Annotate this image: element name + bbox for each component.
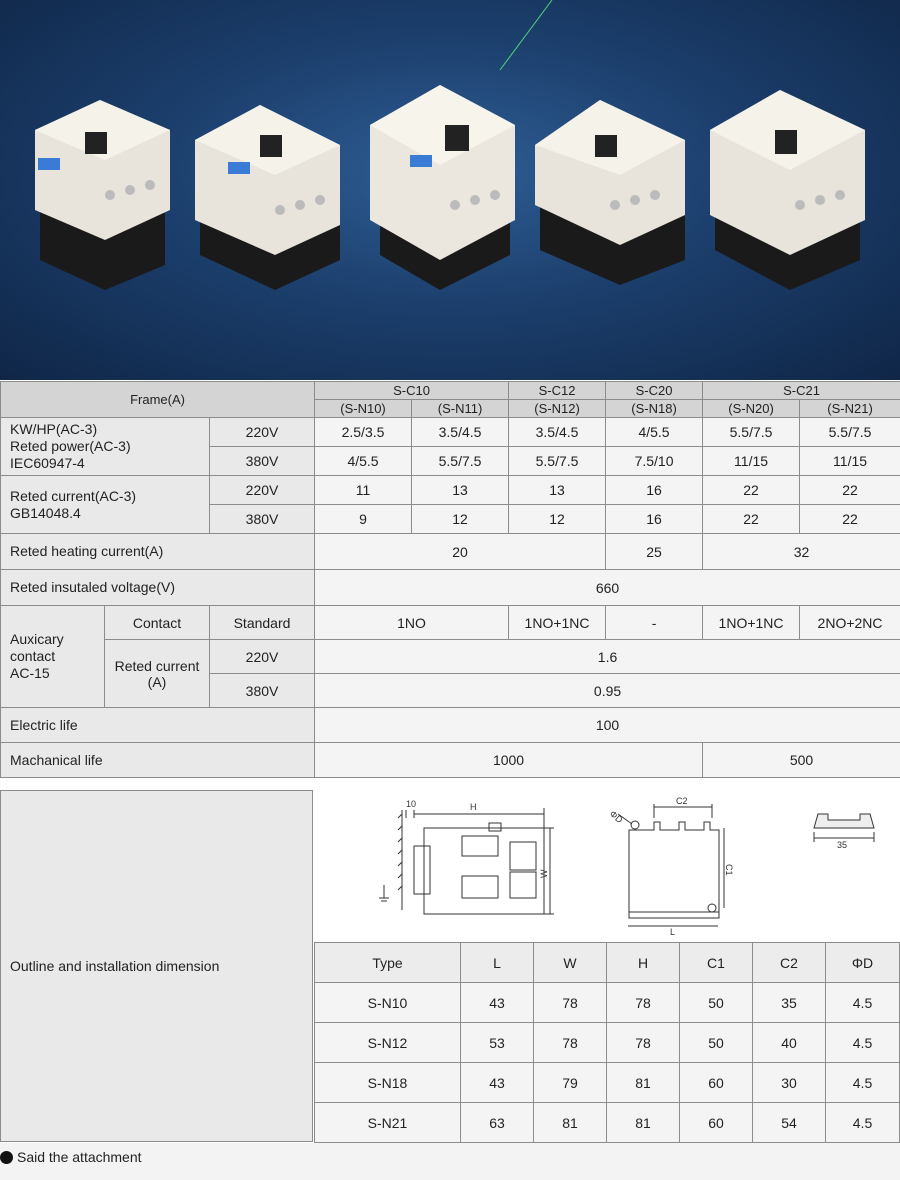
voltage-label: 380V: [210, 674, 315, 708]
model-header: (S-N12): [509, 400, 606, 418]
value-cell: 22: [800, 476, 900, 505]
value-cell: 5.5/7.5: [509, 447, 606, 476]
contactor-image-3: [370, 85, 515, 290]
table-cell: 78: [534, 1023, 607, 1063]
value-cell: 11/15: [703, 447, 800, 476]
current-label-line2: GB14048.4: [10, 504, 81, 521]
value-cell: 11/15: [800, 447, 900, 476]
value-cell: -: [606, 606, 703, 640]
current-label-line1: Reted current(AC-3): [10, 487, 137, 504]
group-header: S-C20: [606, 382, 703, 400]
contactor-image-2: [195, 105, 340, 290]
table-cell: 54: [753, 1103, 826, 1143]
frame-header-row: [1, 382, 900, 400]
table-cell: 60: [680, 1063, 753, 1103]
table-cell: S-N10: [315, 983, 461, 1023]
value-cell: 12: [509, 505, 606, 534]
dimension-header: W: [534, 943, 607, 983]
value-cell: 20: [315, 534, 606, 570]
heating-row: [1, 534, 900, 570]
dimension-drawing-svg: [314, 790, 900, 942]
table-cell: 50: [680, 1023, 753, 1063]
voltage-label: 220V: [210, 640, 315, 674]
value-cell: 32: [703, 534, 900, 570]
model-header: (S-N20): [703, 400, 800, 418]
dimension-table: [314, 942, 900, 1143]
dimension-header: H: [607, 943, 680, 983]
value-cell: 16: [606, 476, 703, 505]
drawing-label-c2: C2: [676, 796, 688, 806]
table-cell: 4.5: [826, 1063, 900, 1103]
table-cell: 30: [753, 1063, 826, 1103]
power-label-line3: IEC60947-4: [10, 455, 85, 471]
table-cell: S-N12: [315, 1023, 461, 1063]
model-header: (S-N21): [800, 400, 900, 418]
aux-rated-current-label: [105, 640, 210, 708]
value-cell: 16: [606, 505, 703, 534]
drawing-label-offset: 10: [406, 799, 417, 809]
frame-label: Frame(A): [1, 382, 315, 418]
standard-label: Standard: [210, 606, 315, 640]
table-row: [315, 1063, 900, 1103]
dimension-header: C1: [680, 943, 753, 983]
value-cell: 13: [412, 476, 509, 505]
group-header: S-C12: [509, 382, 606, 400]
model-header: (S-N18): [606, 400, 703, 418]
table-cell: 79: [534, 1063, 607, 1103]
mechanical-life-label: Machanical life: [1, 743, 315, 778]
table-cell: 63: [461, 1103, 534, 1143]
aux-label-line1: Auxicary: [10, 631, 64, 647]
value-cell: 3.5/4.5: [412, 418, 509, 447]
table-cell: S-N21: [315, 1103, 461, 1143]
table-cell: 81: [534, 1103, 607, 1143]
table-row: [315, 1103, 900, 1143]
table-row: [315, 1023, 900, 1063]
value-cell: 5.5/7.5: [412, 447, 509, 476]
aux-label-line2: contact: [10, 648, 56, 664]
attachment-note-text: Said the attachment: [17, 1149, 142, 1165]
value-cell: 1NO: [315, 606, 509, 640]
power-label: [1, 418, 210, 476]
value-cell: 1000: [315, 743, 703, 778]
contactor-image-1: [35, 100, 170, 290]
table-cell: 78: [607, 1023, 680, 1063]
table-cell: 40: [753, 1023, 826, 1063]
drawing-label-rail: 35: [837, 840, 848, 850]
value-cell: 3.5/4.5: [509, 418, 606, 447]
dimension-header: C2: [753, 943, 826, 983]
dimension-header: ΦD: [826, 943, 900, 983]
banner-graphic: [0, 0, 900, 380]
table-cell: 4.5: [826, 1103, 900, 1143]
dimension-drawings: [314, 790, 900, 942]
value-cell: 1NO+1NC: [509, 606, 606, 640]
drawing-label-h: H: [470, 802, 477, 812]
group-header: S-C10: [315, 382, 509, 400]
value-cell: 22: [703, 505, 800, 534]
drawing-label-l: L: [670, 927, 676, 937]
table-cell: 43: [461, 983, 534, 1023]
value-cell: 7.5/10: [606, 447, 703, 476]
current-label: [1, 476, 210, 534]
aux-rated-current-line2: (A): [147, 673, 167, 690]
din-rail-drawing: [814, 814, 874, 842]
dimension-header: Type: [315, 943, 461, 983]
aux-label: [1, 606, 105, 708]
table-row: [315, 983, 900, 1023]
value-cell: 1.6: [315, 640, 900, 674]
value-cell: 500: [703, 743, 900, 778]
value-cell: 9: [315, 505, 412, 534]
voltage-label: 380V: [210, 447, 315, 476]
aux-220-row: [1, 640, 900, 674]
value-cell: 2NO+2NC: [800, 606, 900, 640]
model-header: (S-N11): [412, 400, 509, 418]
dimension-header-row: [315, 943, 900, 983]
table-cell: 43: [461, 1063, 534, 1103]
value-cell: 13: [509, 476, 606, 505]
outline-label: Outline and installation dimension: [0, 790, 313, 1142]
table-cell: 50: [680, 983, 753, 1023]
value-cell: 22: [703, 476, 800, 505]
product-banner: [0, 0, 900, 380]
value-cell: 5.5/7.5: [703, 418, 800, 447]
contact-label: Contact: [105, 606, 210, 640]
current-220-row: [1, 476, 900, 505]
value-cell: 100: [315, 708, 900, 743]
table-cell: S-N18: [315, 1063, 461, 1103]
value-cell: 2.5/3.5: [315, 418, 412, 447]
heating-label: Reted heating current(A): [1, 534, 315, 570]
table-cell: 4.5: [826, 983, 900, 1023]
value-cell: 12: [412, 505, 509, 534]
group-header: S-C21: [703, 382, 900, 400]
table-cell: 53: [461, 1023, 534, 1063]
drawing-label-w: W: [539, 869, 549, 878]
value-cell: 660: [315, 570, 900, 606]
value-cell: 0.95: [315, 674, 900, 708]
table-cell: 78: [534, 983, 607, 1023]
drawing-label-c1: C1: [724, 864, 734, 876]
mechanical-life-row: [1, 743, 900, 778]
voltage-label: 220V: [210, 418, 315, 447]
power-label-line1: KW/HP(AC-3): [10, 421, 98, 437]
aux-rated-current-line1: Reted current: [114, 657, 200, 674]
power-220-row: [1, 418, 900, 447]
attachment-note: [0, 1149, 142, 1165]
contactor-image-4: [535, 100, 685, 285]
side-view-drawing: [618, 804, 724, 926]
dimension-header: L: [461, 943, 534, 983]
contactor-image-5: [710, 90, 865, 290]
electric-life-label: Electric life: [1, 708, 315, 743]
drawing-label-phi-d: ΦD: [607, 808, 625, 826]
voltage-label: 220V: [210, 476, 315, 505]
value-cell: 22: [800, 505, 900, 534]
table-cell: 60: [680, 1103, 753, 1143]
value-cell: 25: [606, 534, 703, 570]
model-header: (S-N10): [315, 400, 412, 418]
banner-light-line: [500, 0, 552, 70]
value-cell: 11: [315, 476, 412, 505]
table-cell: 81: [607, 1063, 680, 1103]
bullet-icon: [0, 1151, 13, 1164]
value-cell: 1NO+1NC: [703, 606, 800, 640]
value-cell: 5.5/7.5: [800, 418, 900, 447]
insulated-row: [1, 570, 900, 606]
table-cell: 35: [753, 983, 826, 1023]
front-view-drawing: [379, 808, 554, 914]
value-cell: 4/5.5: [606, 418, 703, 447]
value-cell: 4/5.5: [315, 447, 412, 476]
aux-label-line3: AC-15: [10, 665, 50, 681]
power-label-line2: Reted power(AC-3): [10, 438, 131, 454]
voltage-label: 380V: [210, 505, 315, 534]
aux-contact-row: [1, 606, 900, 640]
table-cell: 78: [607, 983, 680, 1023]
table-cell: 81: [607, 1103, 680, 1143]
table-cell: 4.5: [826, 1023, 900, 1063]
electric-life-row: [1, 708, 900, 743]
spec-table: [0, 381, 900, 778]
insulated-label: Reted insutaled voltage(V): [1, 570, 315, 606]
